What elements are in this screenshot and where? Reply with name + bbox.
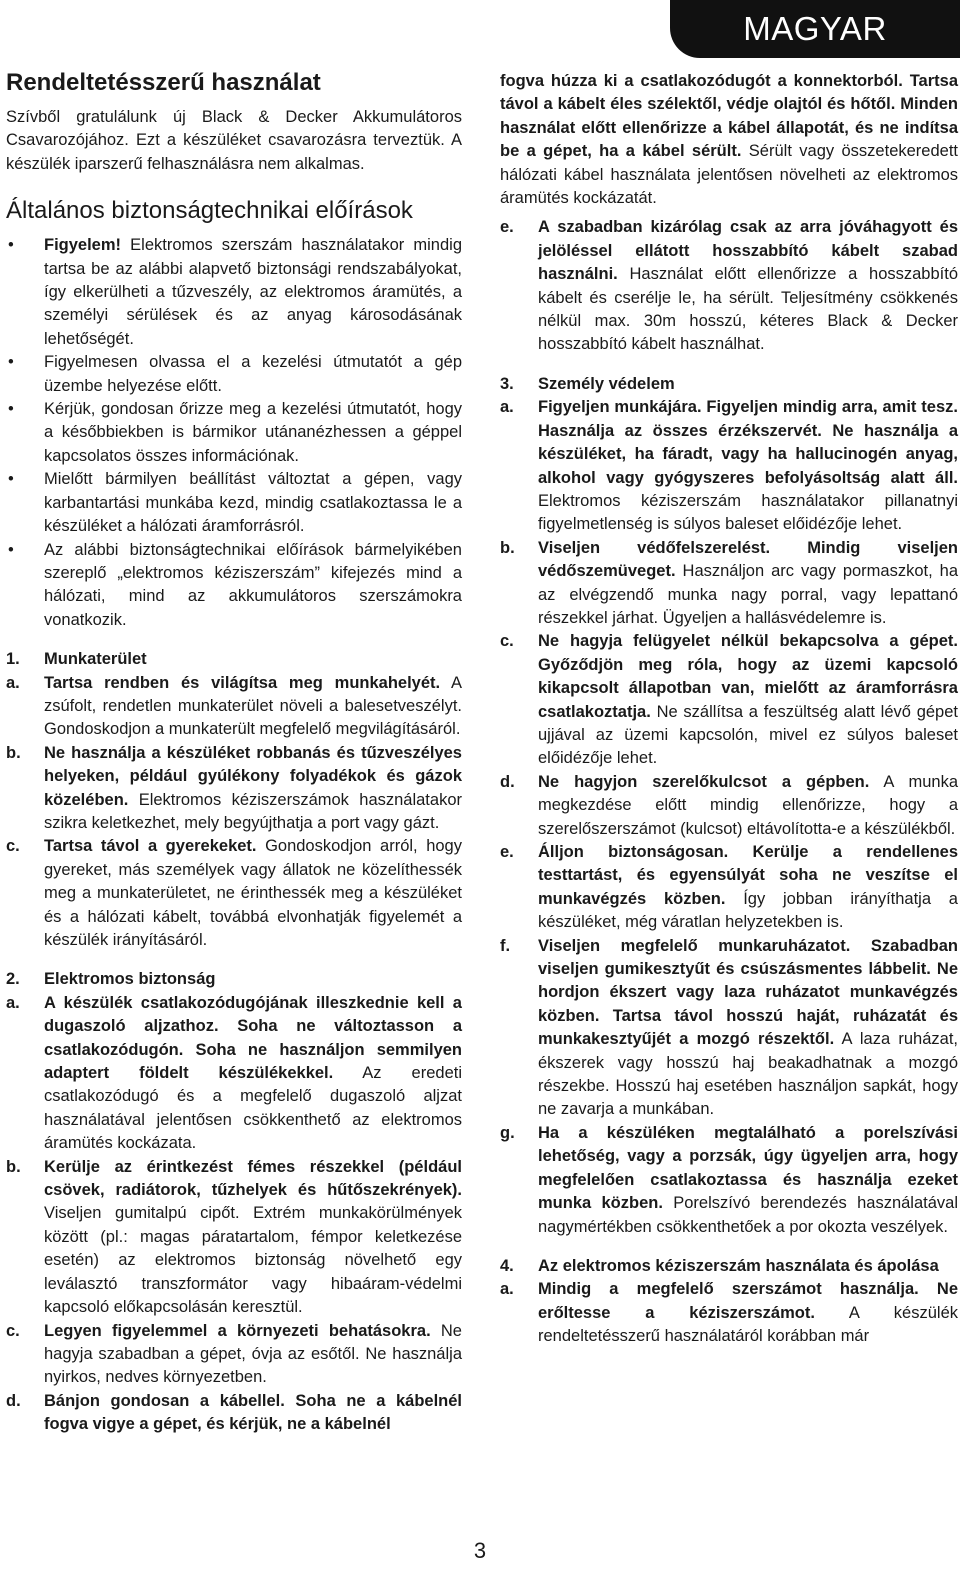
list-item: c. Tartsa távol a gyerekeket. Gondoskodjon arról, hogy gyereket, más személyek vagy állatok ne közelíthessék meg a munkaterületet, ne érinthessék meg a készüléket és a hálózati kábelt, továbbá elvonhatják figyelemét a készülék irányításáról. <box>6 837 462 949</box>
bullet-dot: • <box>8 470 14 489</box>
section-work-area <box>6 648 462 952</box>
bullet-item: • Figyelem! Elektromos szerszám használatakor mindig tartsa be az alábbi alapvető biztonsági rendszabályokat, így elkerülheti a tűzveszély, az elektromos áramütés, a személyi sérülések és az anyag károsodásának lehetőségét. <box>8 236 462 348</box>
bullet-dot: • <box>8 353 14 372</box>
list-item: f. Viseljen megfelelő munkaruházatot. Szabadban viseljen gumikesztyűt és csúszásmentes lábbelit. Ne hordjon ékszert vagy laza ruházatot munkavégzés közben. Tartsa távol hosszú haját, ruházatát és munkakesztyűjét a mozgó részektől. A laza ruházat, ékszerek vagy hosszú haj beakadhatnak a mozgó részekbe. Hosszú haj esetében használjon sapkát, hogy ne zavarja a munkában. <box>500 936 958 1119</box>
list-item: g. Ha a készüléken megtalálható a porelszívási lehetőség, vagy a porzsák, úgy ügyeljen arra, hogy megfelelően csatlakoztassa és használja ezeket munka közben. Porelszívó berendezés használatával nagymértékben csökkenthetőek a por okozta veszélyek. <box>500 1123 958 1236</box>
intro-paragraph: Szívből gratulálunk új Black & Decker Akkumulátoros Csavarozójához. Ezt a készüléket csavarozásra terveztük. A készülék iparszerű felhasználásra nem alkalmas. <box>6 108 462 173</box>
section-heading: 4. Az elektromos kéziszerszám használata és ápolása <box>500 1256 939 1275</box>
section-heading: 2. Elektromos biztonság <box>6 970 216 989</box>
safety-bullet-list <box>6 234 462 632</box>
section-electrical-safety <box>6 968 462 1436</box>
bullet-item: • Figyelmesen olvassa el a kezelési útmutatót a gép üzembe helyezése előtt. <box>8 353 462 395</box>
continuation-paragraph: fogva húzza ki a csatlakozódugót a konnektorból. Tartsa távol a kábelt éles szélektől, védje olajtól és hőtől. Minden használat előtt ellenőrizze a kábel állapotát, és ne indítsa be a gépet, ha a kábel sérült. Sérült vagy összetekeredett hálózati kábel használata jelentősen növelheti az elektromos áramütés kockázatát. <box>500 72 958 208</box>
bullet-item: • Kérjük, gondosan őrizze meg a kezelési útmutatót, hogy a későbbiekben is bármikor utánanézhessen a géppel kapcsolatos összes információnak. <box>8 400 462 465</box>
list-item: a. Tartsa rendben és világítsa meg munkahelyét. A zsúfolt, rendetlen munkaterület növeli a balesetveszélyt. Gondoskodjon a munkaterült megfelelő megvilágításáról. <box>6 673 462 739</box>
list-item: a. Mindig a megfelelő szerszámot használja. Ne erőltesse a kéziszerszámot. A készülék rendeltetésszerű használatáról korábban már <box>500 1280 958 1346</box>
language-label: MAGYAR <box>743 10 887 47</box>
list-item: d. Bánjon gondosan a kábellel. Soha ne a kábelnél fogva vigye a gépet, és kérjük, ne a kábelnél <box>6 1391 462 1434</box>
bullet-dot: • <box>8 400 14 419</box>
bullet-dot: • <box>8 540 14 559</box>
section-heading: 1. Munkaterület <box>6 650 147 669</box>
right-column <box>500 70 958 1349</box>
intended-use-heading: Rendeltetésszerű használat <box>6 69 321 96</box>
list-item: b. Ne használja a készüléket robbanás és tűzveszélyes helyeken, például gyúlékony folyadékok és gázok közelében. Elektromos kéziszerszámok használatakor szikra keletkezhet, mely begyújthatja a port vagy gázt. <box>6 743 462 832</box>
section-tool-use-care <box>500 1255 958 1349</box>
safety-heading: Általános biztonságtechnikai előírások <box>6 197 413 225</box>
language-tab <box>670 0 960 58</box>
list-item: e. A szabadban kizárólag csak az arra jóváhagyott és jelöléssel ellátott hosszabbító kábelt szabad használni. Használat előtt ellenőrizze a hosszabbító kábelt és cserélje le, ha sérült. Teljesítmény csökkenés nélkül max. 30m hosszú, kéteres Black & Decker hosszabbító kábelt használhat. <box>500 218 958 354</box>
bullet-item: • Mielőtt bármilyen beállítást változtat a gépen, vagy karbantartási munkába kezd, mindig csatlakoztassa le a készüléket a hálózati áramforrásról. <box>8 470 462 536</box>
list-item: c. Legyen figyelemmel a környezeti behatásokra. Ne hagyja szabadban a gépet, óvja az esőtől. Ne használja nyirkos, nedves környezetben. <box>6 1321 462 1387</box>
bullet-dot: • <box>8 236 14 255</box>
list-item: a. Figyeljen munkájára. Figyeljen mindig arra, amit tesz. Használja az összes érzékszervét. Ne használja a készüléket, ha fáradt, vagy ha hallucinogén anyag, alkohol vagy gyógyszeres befolyásoltság alatt áll. Elektromos kéziszerszám használatakor pillanatnyi figyelmetlenség is súlyos baleset előidézője lehet. <box>500 398 958 534</box>
section-personal-safety <box>500 373 958 1239</box>
list-item: c. Ne hagyja felügyelet nélkül bekapcsolva a gépet. Győződjön meg róla, hogy az üzemi kapcsoló kikapcsolt állapotban van, mielőtt az áramforrásra csatlakoztatja. Ne szállítsa a feszültség alatt lévő gépet ujjával az üzemi kapcsolón, mivel ez súlyos baleset előidézője lehet. <box>500 632 958 768</box>
section-heading: 3. Személy védelem <box>500 374 675 393</box>
left-column <box>6 64 462 1437</box>
bullet-item: • Az alábbi biztonságtechnikai előírások bármelyikében szereplő „elektromos kéziszerszám” kifejezés mind a hálózati, mind az akkumulátoros szerszámokra vonatkozik. <box>8 540 462 629</box>
list-item: e. Álljon biztonságosan. Kerülje a rendellenes testtartást, és egyensúlyát soha ne veszítse el munkavégzés közben. Így jobban irányíthatja a készüléket, még váratlan helyzetekben is. <box>500 843 958 932</box>
list-item: b. Viseljen védőfelszerelést. Mindig viseljen védőszemüveget. Használjon arc vagy pormaszkot, ha az elvégzendő munka nagy porral, vagy lepattanó részekkel járhat. Ügyeljen a hallásvédelemre is. <box>500 538 958 627</box>
list-item: b. Kerülje az érintkezést fémes részekkel (például csövek, radiátorok, tűzhelyek és hűtőszekrények). Viseljen gumitalpú cipőt. Extrém munkakörülmények között (pl.: magas páratartalom, fémpor keletkezése esetén) az elektromos biztonság növelhető egy leválasztó transzformátor vagy hibaáram-védelmi kapcsoló előkapcsolásán keresztül. <box>6 1157 462 1317</box>
page-number: 3 <box>473 1538 487 1563</box>
list-item: d. Ne hagyjon szerelőkulcsot a gépben. A munka megkezdése előtt mindig ellenőrizze, hogy a szerelőszerszámot (kulcsot) eltávolította-e a készülékből. <box>500 772 958 838</box>
list-item: a. A készülék csatlakozódugójának illeszkednie kell a dugaszoló aljzathoz. Soha ne változtasson a csatlakozódugón. Soha ne használjon semmilyen adaptert földelt készülékekkel. Az eredeti csatlakozódugó és a megfelelő dugaszoló aljzat használatával jelentősen csökkenthető az elektromos áramütés kockázata. <box>6 993 462 1153</box>
